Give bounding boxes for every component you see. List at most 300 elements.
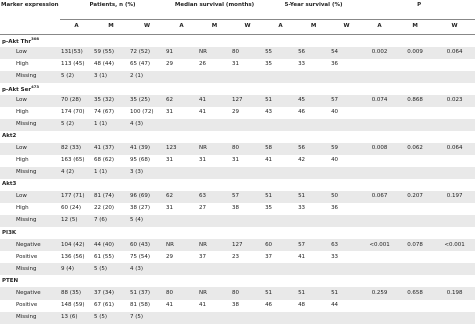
- empty-cell: [60, 35, 93, 47]
- five-year-survival-cell: [330, 312, 363, 324]
- patients-cell: 41 (37): [93, 143, 129, 155]
- empty-cell: [396, 227, 434, 239]
- empty-cell: [129, 83, 165, 95]
- p-value-cell: 0.064: [434, 47, 475, 59]
- patients-cell: 7 (6): [93, 215, 129, 227]
- table-row: [0, 287, 475, 299]
- table-row: [0, 71, 475, 83]
- five-year-survival-cell: 42: [298, 157, 306, 164]
- p-value-cell: [396, 312, 434, 324]
- median-survival-cell: 38: [232, 301, 240, 308]
- empty-cell: [297, 275, 330, 287]
- median-survival-cell: 23: [232, 253, 240, 260]
- five-year-survival-cell: [264, 71, 297, 83]
- five-year-survival-cell: [264, 167, 297, 179]
- patients-cell: 70 (28): [60, 95, 93, 107]
- median-survival-cell: 31: [232, 157, 240, 164]
- p-value-cell: [396, 119, 434, 131]
- five-year-survival-cell: [330, 167, 363, 179]
- patients-cell: 41 (39): [129, 143, 165, 155]
- median-survival-cell: 127: [231, 239, 264, 251]
- p-value-cell: [363, 215, 396, 227]
- table-row: [0, 239, 475, 251]
- marker-group-label: [0, 35, 60, 47]
- median-survival-cell: 31: [199, 157, 207, 164]
- empty-cell: [231, 35, 264, 47]
- five-year-survival-cell: 58: [264, 143, 297, 155]
- patients-cell: 100 (72): [130, 109, 154, 116]
- patients-cell: 81 (58): [130, 301, 151, 308]
- p-value-cell: 0.009: [396, 47, 434, 59]
- median-survival-cell: NR: [198, 287, 231, 299]
- empty-cell: [198, 227, 231, 239]
- empty-cell: [93, 227, 129, 239]
- patients-cell: 81 (74): [93, 191, 129, 203]
- header-patients: Patients, n (%): [60, 0, 165, 20]
- median-survival-cell: [198, 71, 231, 83]
- patients-cell: 1 (1): [93, 167, 129, 179]
- row-label: Missing: [0, 312, 60, 324]
- empty-cell: [330, 83, 363, 95]
- empty-cell: [264, 35, 297, 47]
- p-value-cell: [434, 155, 475, 167]
- p-value-cell: 0.008: [363, 143, 396, 155]
- median-survival-cell: [198, 312, 231, 324]
- median-survival-cell: 29: [166, 60, 174, 67]
- p-value-cell: [434, 215, 475, 227]
- subheader-row: [0, 20, 475, 35]
- subheader-a: A: [60, 20, 93, 35]
- p-value-cell: [363, 263, 396, 275]
- marker-name: p-Akt Ser: [2, 86, 32, 93]
- median-survival-cell: 80: [165, 287, 198, 299]
- empty-cell: [198, 35, 231, 47]
- five-year-survival-cell: [264, 119, 297, 131]
- median-survival-cell: [231, 167, 264, 179]
- p-value-cell: [363, 300, 396, 312]
- row-label: Low: [0, 143, 60, 155]
- patients-cell: 5 (2): [60, 119, 93, 131]
- empty-cell: [434, 131, 475, 143]
- median-survival-cell: 41: [199, 301, 207, 308]
- row-label: Low: [0, 95, 60, 107]
- median-survival-cell: 62: [165, 191, 198, 203]
- median-survival-cell: 29: [166, 253, 174, 260]
- patients-cell: 12 (5): [60, 215, 93, 227]
- p-value-cell: 0.197: [434, 191, 475, 203]
- empty-cell: [297, 131, 330, 143]
- patients-cell: 9 (4): [60, 263, 93, 275]
- median-survival-cell: 31: [166, 205, 174, 212]
- patients-cell: 82 (33): [60, 143, 93, 155]
- row-label: Missing: [0, 119, 60, 131]
- p-value-cell: 0.062: [396, 143, 434, 155]
- patients-cell: 51 (37): [129, 287, 165, 299]
- five-year-survival-cell: [297, 71, 330, 83]
- subheader-m: M: [198, 20, 231, 35]
- empty-cell: [93, 131, 129, 143]
- header-five-year-survival: 5-Year survival (%): [264, 0, 363, 20]
- p-value-cell: [363, 155, 396, 167]
- empty-cell: [165, 83, 198, 95]
- patients-cell: 37 (34): [93, 287, 129, 299]
- subheader-w: W: [330, 20, 363, 35]
- five-year-survival-cell: 51: [330, 287, 363, 299]
- p-value-cell: [434, 107, 475, 119]
- empty-cell: [231, 227, 264, 239]
- median-survival-cell: 57: [231, 191, 264, 203]
- empty-cell: [198, 179, 231, 191]
- empty-cell: [264, 275, 297, 287]
- median-survival-cell: [198, 167, 231, 179]
- median-survival-cell: NR: [198, 143, 231, 155]
- row-label: Negative: [0, 239, 60, 251]
- five-year-survival-cell: 33: [331, 253, 339, 260]
- subheader-a: A: [264, 20, 297, 35]
- p-value-cell: [434, 167, 475, 179]
- median-survival-cell: 27: [199, 205, 207, 212]
- five-year-survival-cell: 46: [298, 109, 306, 116]
- patients-cell: 35 (25): [129, 95, 165, 107]
- marker-group-row: [0, 179, 475, 191]
- patients-cell: 5 (5): [93, 263, 129, 275]
- empty-cell: [297, 35, 330, 47]
- marker-group-label: [0, 227, 60, 239]
- median-survival-cell: [231, 71, 264, 83]
- empty-cell: [165, 275, 198, 287]
- patients-cell: 68 (62): [94, 157, 115, 164]
- table-header: [0, 0, 475, 35]
- subheader-a: A: [165, 20, 198, 35]
- table-row: [0, 251, 475, 263]
- subheader-w: W: [231, 20, 264, 35]
- median-survival-cell: 31: [232, 60, 240, 67]
- empty-cell: [165, 35, 198, 47]
- empty-cell: [231, 179, 264, 191]
- empty-cell: [60, 83, 93, 95]
- table-row: [0, 300, 475, 312]
- empty-cell: [231, 131, 264, 143]
- median-survival-cell: [231, 263, 264, 275]
- p-value-cell: [434, 59, 475, 71]
- marker-group-label: [0, 179, 60, 191]
- median-survival-cell: 123: [165, 143, 198, 155]
- p-value-cell: 0.078: [396, 239, 434, 251]
- empty-cell: [129, 179, 165, 191]
- p-value-cell: [363, 119, 396, 131]
- p-value-cell: 0.259: [363, 287, 396, 299]
- five-year-survival-cell: [297, 312, 330, 324]
- p-value-cell: [396, 59, 434, 71]
- patients-cell: 1 (1): [93, 119, 129, 131]
- empty-cell: [363, 275, 396, 287]
- five-year-survival-cell: 55: [264, 47, 297, 59]
- table-row: [0, 107, 475, 119]
- median-survival-cell: 41: [198, 95, 231, 107]
- empty-cell: [434, 83, 475, 95]
- empty-cell: [60, 179, 93, 191]
- five-year-survival-cell: 40: [331, 109, 339, 116]
- p-value-cell: [434, 203, 475, 215]
- five-year-survival-cell: [330, 215, 363, 227]
- marker-name: Akt3: [2, 181, 17, 188]
- five-year-survival-cell: [297, 167, 330, 179]
- empty-cell: [363, 83, 396, 95]
- patients-cell: 136 (56): [61, 253, 85, 260]
- median-survival-cell: NR: [198, 239, 231, 251]
- empty-cell: [434, 275, 475, 287]
- marker-group-label: [0, 131, 60, 143]
- five-year-survival-cell: 33: [298, 205, 306, 212]
- marker-group-row: [0, 227, 475, 239]
- five-year-survival-cell: [297, 119, 330, 131]
- p-value-cell: [363, 312, 396, 324]
- patients-cell: 65 (47): [130, 60, 151, 67]
- marker-name: PI3K: [2, 229, 17, 236]
- five-year-survival-cell: 56: [297, 47, 330, 59]
- empty-cell: [396, 83, 434, 95]
- five-year-survival-cell: 59: [330, 143, 363, 155]
- p-value-cell: [396, 107, 434, 119]
- five-year-survival-cell: [297, 215, 330, 227]
- empty-cell: [129, 275, 165, 287]
- empty-cell: [198, 131, 231, 143]
- median-survival-cell: 31: [166, 157, 174, 164]
- row-label: Missing: [0, 71, 60, 83]
- median-survival-cell: [198, 263, 231, 275]
- median-survival-cell: 41: [166, 301, 174, 308]
- empty-cell: [363, 131, 396, 143]
- empty-cell: [363, 35, 396, 47]
- marker-group-label: [0, 83, 60, 95]
- table-body: [0, 35, 475, 324]
- p-value-cell: 0.074: [363, 95, 396, 107]
- patients-cell: 74 (67): [94, 109, 115, 116]
- empty-cell: [129, 227, 165, 239]
- empty-cell: [129, 35, 165, 47]
- row-label: Low: [0, 191, 60, 203]
- header-p-value: P: [363, 0, 475, 20]
- subheader-m: M: [396, 20, 434, 35]
- p-value-cell: 0.658: [396, 287, 434, 299]
- median-survival-cell: 62: [165, 95, 198, 107]
- empty-cell: [264, 131, 297, 143]
- marker-name: p-Akt Thr: [2, 38, 32, 45]
- five-year-survival-cell: [330, 71, 363, 83]
- marker-superscript: 308: [31, 35, 39, 41]
- marker-group-row: [0, 131, 475, 143]
- patients-cell: 7 (5): [129, 312, 165, 324]
- row-label: Missing: [0, 167, 60, 179]
- marker-group-label: [0, 275, 60, 287]
- patients-cell: 148 (59): [61, 301, 85, 308]
- empty-cell: [434, 179, 475, 191]
- empty-cell: [396, 275, 434, 287]
- p-value-cell: [434, 312, 475, 324]
- table-row: [0, 203, 475, 215]
- five-year-survival-cell: [264, 215, 297, 227]
- empty-cell: [165, 131, 198, 143]
- median-survival-cell: 63: [198, 191, 231, 203]
- p-value-cell: [434, 251, 475, 263]
- p-value-cell: 0.002: [363, 47, 396, 59]
- header-marker-expression: Marker expression: [1, 2, 59, 8]
- median-survival-cell: 38: [232, 205, 240, 212]
- row-label: High: [16, 109, 29, 116]
- median-survival-cell: 80: [231, 287, 264, 299]
- five-year-survival-cell: 51: [264, 95, 297, 107]
- five-year-survival-cell: [297, 263, 330, 275]
- p-value-cell: [396, 215, 434, 227]
- median-survival-cell: [231, 312, 264, 324]
- subheader-w: W: [434, 20, 475, 35]
- table-row: [0, 95, 475, 107]
- median-survival-cell: NR: [198, 47, 231, 59]
- median-survival-cell: [165, 167, 198, 179]
- patients-cell: 3 (1): [93, 71, 129, 83]
- p-value-cell: [434, 119, 475, 131]
- row-label: Missing: [0, 215, 60, 227]
- table-row: [0, 312, 475, 324]
- empty-cell: [165, 179, 198, 191]
- patients-cell: 22 (20): [94, 205, 115, 212]
- patients-cell: 48 (44): [94, 60, 115, 67]
- p-value-cell: [396, 251, 434, 263]
- marker-group-row: [0, 83, 475, 95]
- table-row: [0, 155, 475, 167]
- empty-cell: [93, 275, 129, 287]
- marker-superscript: 473: [31, 83, 40, 89]
- median-survival-cell: [165, 119, 198, 131]
- subheader-m: M: [93, 20, 129, 35]
- empty-cell: [434, 227, 475, 239]
- empty-cell: [264, 83, 297, 95]
- marker-group-row: [0, 275, 475, 287]
- patients-cell: 4 (3): [129, 119, 165, 131]
- empty-cell: [330, 131, 363, 143]
- marker-name: Akt2: [2, 133, 17, 140]
- table-row: [0, 47, 475, 59]
- empty-cell: [93, 35, 129, 47]
- five-year-survival-cell: 45: [297, 95, 330, 107]
- patients-cell: 163 (65): [61, 157, 85, 164]
- table-row: [0, 191, 475, 203]
- empty-cell: [264, 227, 297, 239]
- five-year-survival-cell: 51: [264, 191, 297, 203]
- patients-cell: 59 (55): [93, 47, 129, 59]
- p-value-cell: [363, 251, 396, 263]
- five-year-survival-cell: 50: [330, 191, 363, 203]
- empty-cell: [396, 35, 434, 47]
- subheader-m: M: [297, 20, 330, 35]
- empty-cell: [93, 179, 129, 191]
- p-value-cell: [396, 203, 434, 215]
- five-year-survival-cell: 51: [297, 287, 330, 299]
- p-value-cell: [396, 300, 434, 312]
- five-year-survival-cell: 51: [264, 287, 297, 299]
- five-year-survival-cell: 35: [265, 60, 273, 67]
- empty-cell: [363, 227, 396, 239]
- median-survival-cell: 31: [166, 109, 174, 116]
- subheader-a: A: [363, 20, 396, 35]
- table-row: [0, 119, 475, 131]
- patients-cell: 4 (2): [60, 167, 93, 179]
- five-year-survival-cell: 56: [297, 143, 330, 155]
- patients-cell: 5 (5): [93, 312, 129, 324]
- patients-cell: 174 (70): [61, 109, 85, 116]
- empty-cell: [330, 275, 363, 287]
- patients-cell: 4 (3): [129, 263, 165, 275]
- p-value-cell: 0.064: [434, 143, 475, 155]
- empty-cell: [330, 35, 363, 47]
- median-survival-cell: 26: [199, 60, 207, 67]
- subheader-blank: [0, 20, 60, 35]
- five-year-survival-cell: 43: [265, 109, 273, 116]
- table-row: [0, 59, 475, 71]
- median-survival-cell: [165, 263, 198, 275]
- median-survival-cell: [165, 71, 198, 83]
- patients-cell: 95 (68): [130, 157, 151, 164]
- patients-cell: 5 (4): [129, 215, 165, 227]
- marker-name: PTEN: [2, 277, 19, 284]
- row-label: Positive: [16, 301, 38, 308]
- empty-cell: [165, 227, 198, 239]
- p-value-cell: [434, 71, 475, 83]
- empty-cell: [93, 83, 129, 95]
- median-survival-cell: [231, 215, 264, 227]
- patients-cell: 5 (2): [60, 71, 93, 83]
- p-value-cell: [363, 167, 396, 179]
- patients-cell: 131(53): [60, 47, 93, 59]
- empty-cell: [60, 131, 93, 143]
- median-survival-cell: NR: [165, 239, 198, 251]
- p-value-cell: 0.023: [434, 95, 475, 107]
- empty-cell: [198, 83, 231, 95]
- five-year-survival-cell: 46: [265, 301, 273, 308]
- empty-cell: [330, 179, 363, 191]
- p-value-cell: 0.198: [434, 287, 475, 299]
- row-label: High: [16, 157, 29, 164]
- patients-cell: 60 (24): [61, 205, 82, 212]
- p-value-cell: [396, 263, 434, 275]
- patients-cell: 60 (43): [129, 239, 165, 251]
- patients-cell: 72 (52): [129, 47, 165, 59]
- median-survival-cell: 91: [165, 47, 198, 59]
- median-survival-cell: 29: [232, 109, 240, 116]
- empty-cell: [396, 131, 434, 143]
- empty-cell: [264, 179, 297, 191]
- patients-cell: 35 (32): [93, 95, 129, 107]
- five-year-survival-cell: 57: [297, 239, 330, 251]
- five-year-survival-cell: 41: [265, 157, 273, 164]
- table-row: [0, 215, 475, 227]
- five-year-survival-cell: 44: [331, 301, 339, 308]
- p-value-cell: [396, 155, 434, 167]
- median-survival-cell: [198, 119, 231, 131]
- patients-cell: 75 (54): [130, 253, 151, 260]
- patients-cell: 177 (71): [60, 191, 93, 203]
- p-value-cell: [363, 71, 396, 83]
- row-label: High: [16, 205, 29, 212]
- median-survival-cell: 41: [199, 109, 207, 116]
- empty-cell: [231, 83, 264, 95]
- empty-cell: [330, 227, 363, 239]
- empty-cell: [60, 227, 93, 239]
- table-row: [0, 143, 475, 155]
- five-year-survival-cell: [264, 263, 297, 275]
- five-year-survival-cell: [330, 263, 363, 275]
- row-label: Negative: [0, 287, 60, 299]
